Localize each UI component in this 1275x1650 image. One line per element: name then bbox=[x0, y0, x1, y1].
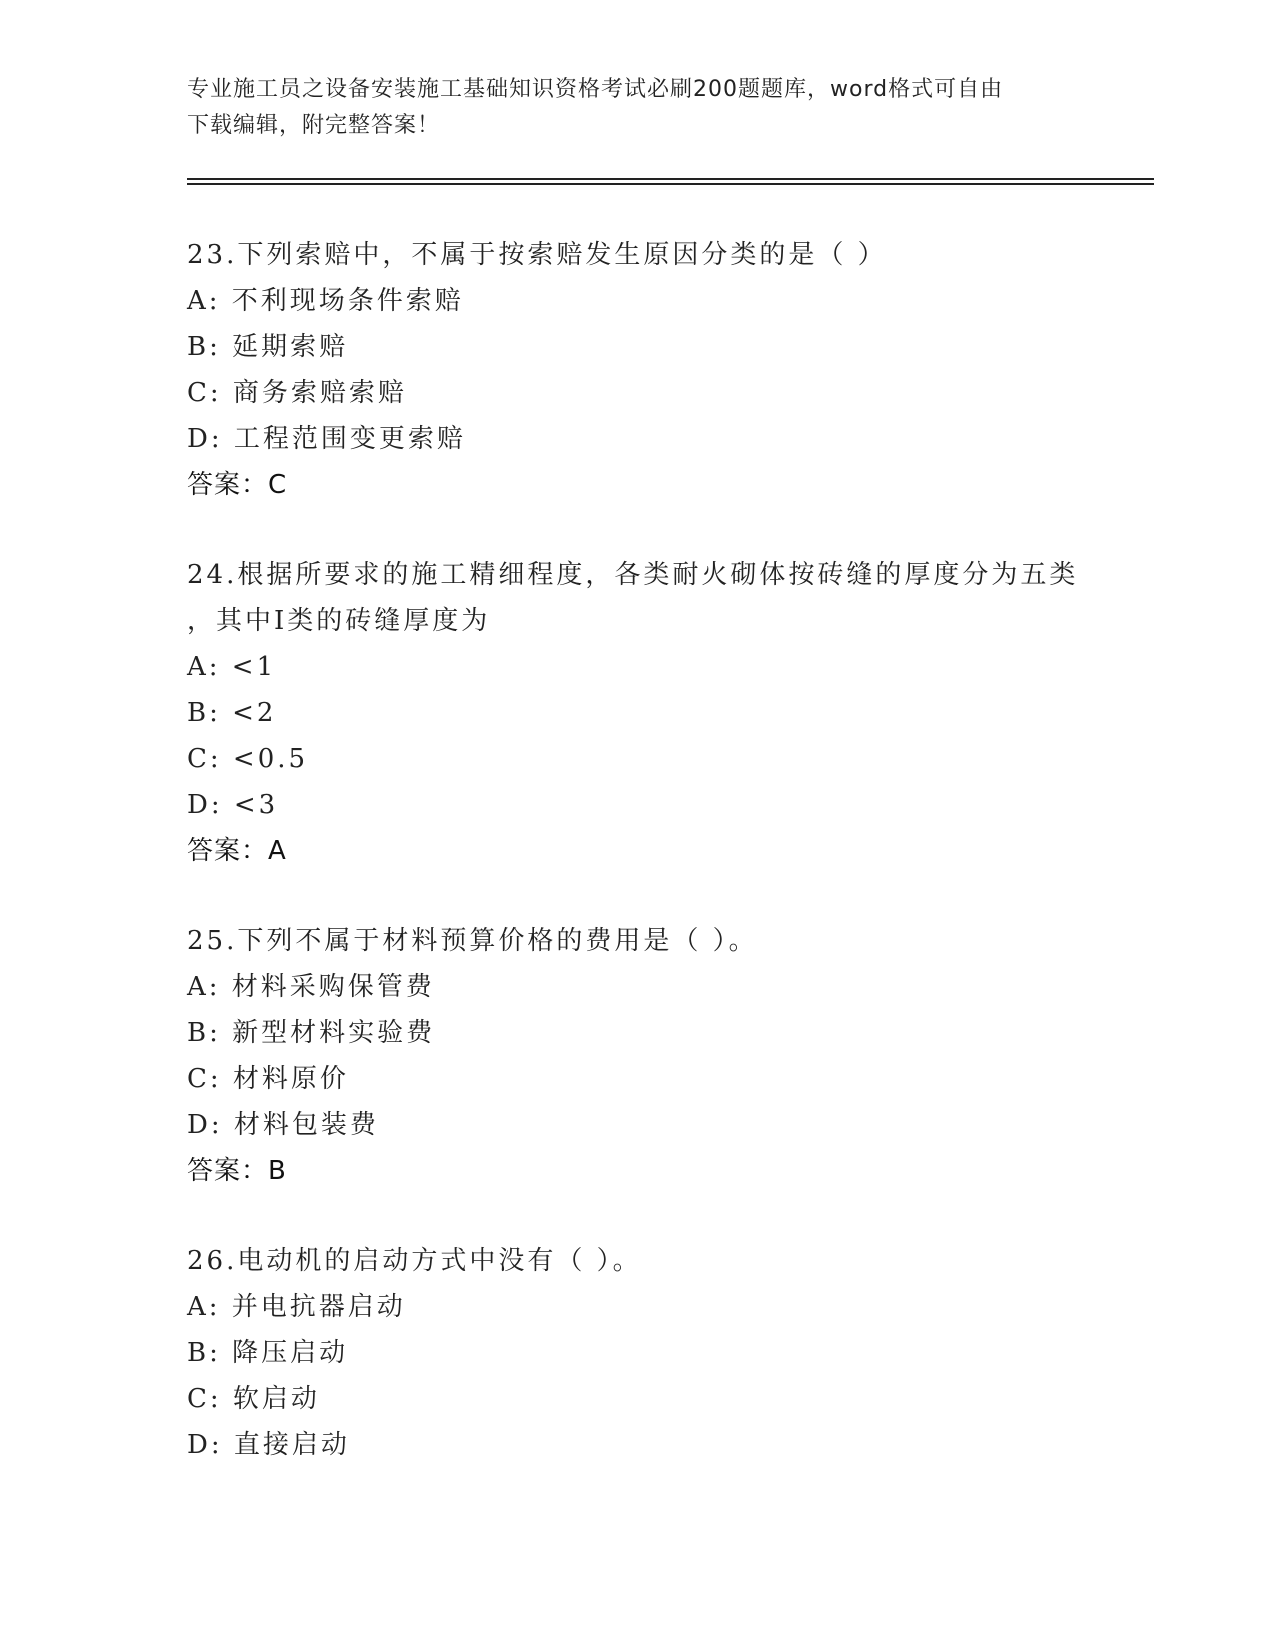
header-divider-top bbox=[187, 178, 1154, 180]
option-b: B: 降压启动 bbox=[187, 1338, 349, 1368]
option-b: B: <2 bbox=[187, 698, 277, 728]
option-b: B: 延期索赔 bbox=[187, 332, 349, 362]
question-stem: 25.下列不属于材料预算价格的费用是（ ）。 bbox=[187, 926, 758, 956]
option-d: D: <3 bbox=[187, 790, 279, 820]
question-stem-line-2: ，其中Ⅰ类的砖缝厚度为 bbox=[187, 606, 491, 636]
option-d: D: 直接启动 bbox=[187, 1430, 350, 1460]
question-25 bbox=[187, 918, 1087, 1194]
question-26 bbox=[187, 1238, 1087, 1468]
option-b: B: 新型材料实验费 bbox=[187, 1018, 436, 1048]
option-c: C: 材料原价 bbox=[187, 1064, 349, 1094]
question-24 bbox=[187, 552, 1087, 874]
document-header bbox=[187, 72, 1087, 144]
option-c: C: 软启动 bbox=[187, 1384, 320, 1414]
header-divider-bottom bbox=[187, 183, 1154, 185]
header-line-1: 专业施工员之设备安装施工基础知识资格考试必刷200题题库，word格式可自由 bbox=[187, 77, 1004, 102]
option-d: D: 工程范围变更索赔 bbox=[187, 424, 466, 454]
question-23 bbox=[187, 232, 1087, 508]
question-stem-line-1: 24.根据所要求的施工精细程度，各类耐火砌体按砖缝的厚度分为五类 bbox=[187, 560, 1079, 590]
option-a: A: 不利现场条件索赔 bbox=[187, 286, 464, 316]
option-a: A: 材料采购保管费 bbox=[187, 972, 435, 1002]
question-stem: 23.下列索赔中，不属于按索赔发生原因分类的是（ ） bbox=[187, 240, 887, 270]
option-d: D: 材料包装费 bbox=[187, 1110, 379, 1140]
header-line-2: 下载编辑，附完整答案！ bbox=[187, 113, 441, 138]
answer: 答案：B bbox=[187, 1156, 287, 1186]
answer: 答案：A bbox=[187, 836, 287, 866]
option-c: C: <0.5 bbox=[187, 744, 309, 774]
option-a: A: 并电抗器启动 bbox=[187, 1292, 406, 1322]
answer: 答案：C bbox=[187, 470, 288, 500]
question-stem: 26.电动机的启动方式中没有（ ）。 bbox=[187, 1246, 642, 1276]
option-c: C: 商务索赔索赔 bbox=[187, 378, 407, 408]
option-a: A: <1 bbox=[187, 652, 277, 682]
